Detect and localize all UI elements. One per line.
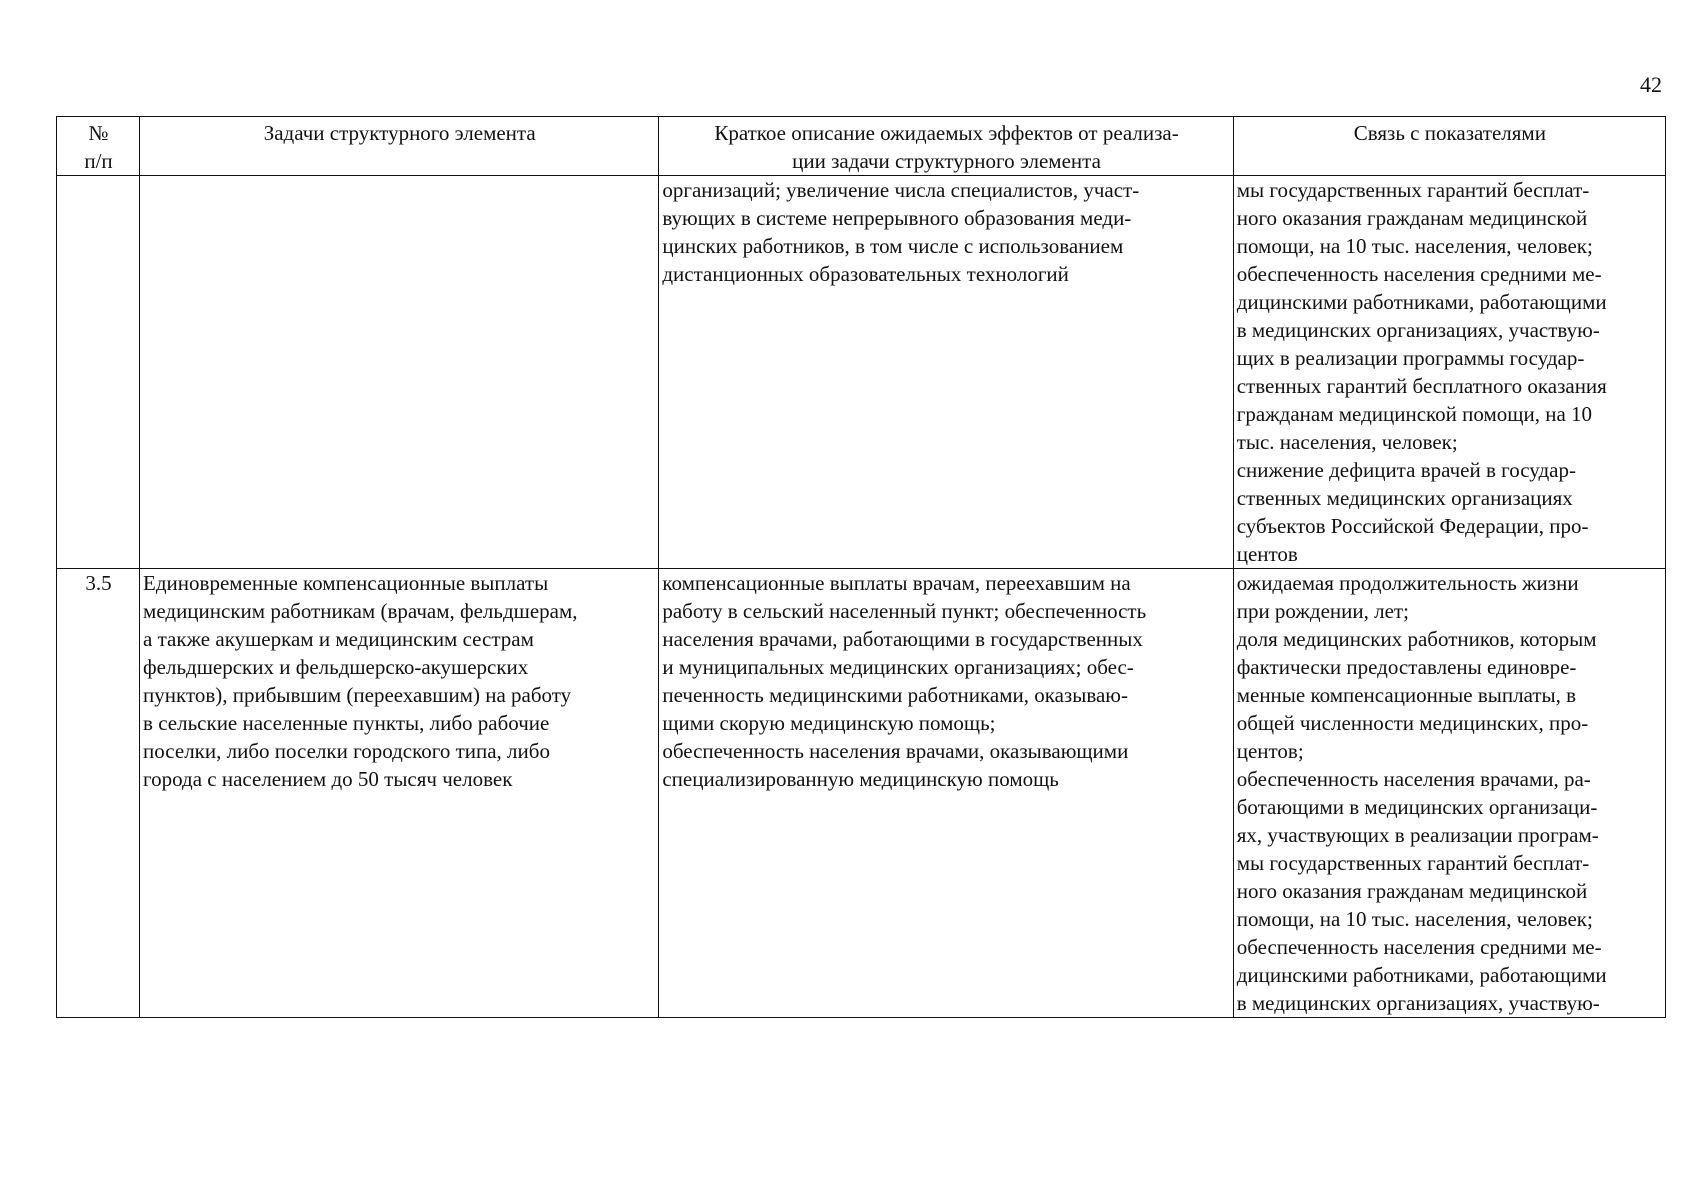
desc-text-line: организаций; увеличение числа специалистов, участ- bbox=[662, 178, 1140, 202]
header-row bbox=[57, 117, 1666, 176]
task-text-line: поселки, либо поселки городского типа, либо bbox=[143, 739, 550, 763]
page-number: 42 bbox=[1640, 72, 1662, 97]
link-text-line: гражданам медицинской помощи, на 10 bbox=[1236, 402, 1593, 426]
link-text-line: помощи, на 10 тыс. населения, человек; bbox=[1236, 234, 1593, 258]
link-text-line: мы государственных гарантий бесплат- bbox=[1236, 851, 1590, 875]
link-text-line: обеспеченность населения средними ме- bbox=[1236, 262, 1602, 286]
desc-text-line: населения врачами, работающими в государственных bbox=[662, 627, 1143, 651]
row-number-cell: 3.5 bbox=[57, 569, 140, 1018]
task-text-line: пунктов), прибывшим (переехавшим) на работу bbox=[143, 683, 572, 707]
indicators-link-cell bbox=[1233, 176, 1665, 569]
desc-text-line: вующих в системе непрерывного образования меди- bbox=[662, 206, 1132, 230]
structural-element-table bbox=[56, 116, 1666, 1018]
link-text-line: ожидаемая продолжительность жизни bbox=[1236, 571, 1579, 595]
link-text-line: центов bbox=[1236, 542, 1298, 566]
table-row bbox=[57, 569, 1666, 1018]
desc-text-line: щими скорую медицинскую помощь; bbox=[662, 711, 996, 735]
header-description-line: Краткое описание ожидаемых эффектов от реализа- bbox=[714, 121, 1179, 145]
header-num-line: № bbox=[88, 121, 109, 145]
link-text-line: общей численности медицинских, про- bbox=[1236, 711, 1589, 735]
link-text-line: дицинскими работниками, работающими bbox=[1236, 963, 1607, 987]
header-task-line: Задачи структурного элемента bbox=[263, 121, 536, 145]
link-text-line: субъектов Российской Федерации, про- bbox=[1236, 514, 1589, 538]
desc-text-line: печенность медицинскими работниками, оказываю- bbox=[662, 683, 1128, 707]
header-indicators-link-line: Связь с показателями bbox=[1353, 121, 1546, 145]
header-description bbox=[659, 117, 1233, 176]
desc-text-line: и муниципальных медицинских организациях; обес- bbox=[662, 655, 1134, 679]
table-row bbox=[57, 176, 1666, 569]
header-num bbox=[57, 117, 140, 176]
task-text-line: города с населением до 50 тысяч человек bbox=[143, 767, 513, 791]
task-cell bbox=[140, 176, 659, 569]
indicators-link-cell bbox=[1233, 569, 1665, 1018]
link-text-line: ботающими в медицинских организаци- bbox=[1236, 795, 1598, 819]
header-num-line: п/п bbox=[84, 149, 113, 173]
link-text-line: обеспеченность населения средними ме- bbox=[1236, 935, 1602, 959]
link-text-line: дицинскими работниками, работающими bbox=[1236, 290, 1607, 314]
link-text-line: ного оказания гражданам медицинской bbox=[1236, 206, 1588, 230]
link-text-line: мы государственных гарантий бесплат- bbox=[1236, 178, 1590, 202]
task-text-line: а также акушеркам и медицинским сестрам bbox=[143, 627, 534, 651]
link-text-line: ях, участвующих в реализации програм- bbox=[1236, 823, 1599, 847]
link-text-line: ственных медицинских организациях bbox=[1236, 486, 1573, 510]
description-cell bbox=[659, 569, 1233, 1018]
header-task bbox=[140, 117, 659, 176]
link-text-line: ственных гарантий бесплатного оказания bbox=[1236, 374, 1607, 398]
header-description-line: ции задачи структурного элемента bbox=[792, 149, 1101, 173]
link-text-line: фактически предоставлены единовре- bbox=[1236, 655, 1577, 679]
link-text-line: ного оказания гражданам медицинской bbox=[1236, 879, 1588, 903]
task-text-line: медицинским работникам (врачам, фельдшерам, bbox=[143, 599, 578, 623]
table-header bbox=[57, 117, 1666, 176]
link-text-line: при рождении, лет; bbox=[1236, 599, 1409, 623]
description-cell bbox=[659, 176, 1233, 569]
task-text-line: в сельские населенные пункты, либо рабочие bbox=[143, 711, 550, 735]
link-text-line: в медицинских организациях, участвую- bbox=[1236, 318, 1600, 342]
task-text-line: фельдшерских и фельдшерско-акушерских bbox=[143, 655, 529, 679]
link-text-line: помощи, на 10 тыс. населения, человек; bbox=[1236, 907, 1593, 931]
link-text-line: менные компенсационные выплаты, в bbox=[1236, 683, 1577, 707]
link-text-line: снижение дефицита врачей в государ- bbox=[1236, 458, 1576, 482]
link-text-line: обеспеченность населения врачами, ра- bbox=[1236, 767, 1591, 791]
row-number-cell bbox=[57, 176, 140, 569]
desc-text-line: цинских работников, в том числе с использованием bbox=[662, 234, 1124, 258]
link-text-line: центов; bbox=[1236, 739, 1304, 763]
link-text-line: щих в реализации программы государ- bbox=[1236, 346, 1585, 370]
link-text-line: доля медицинских работников, которым bbox=[1236, 627, 1597, 651]
link-text-line: тыс. населения, человек; bbox=[1236, 430, 1458, 454]
desc-text-line: работу в сельский населенный пункт; обеспеченность bbox=[662, 599, 1147, 623]
desc-text-line: дистанционных образовательных технологий bbox=[662, 262, 1069, 286]
link-text-line: в медицинских организациях, участвую- bbox=[1236, 991, 1600, 1015]
task-cell bbox=[140, 569, 659, 1018]
desc-text-line: специализированную медицинскую помощь bbox=[662, 767, 1059, 791]
desc-text-line: компенсационные выплаты врачам, переехавшим на bbox=[662, 571, 1131, 595]
header-indicators-link bbox=[1233, 117, 1665, 176]
desc-text-line: обеспеченность населения врачами, оказывающими bbox=[662, 739, 1129, 763]
task-text-line: Единовременные компенсационные выплаты bbox=[143, 571, 549, 595]
